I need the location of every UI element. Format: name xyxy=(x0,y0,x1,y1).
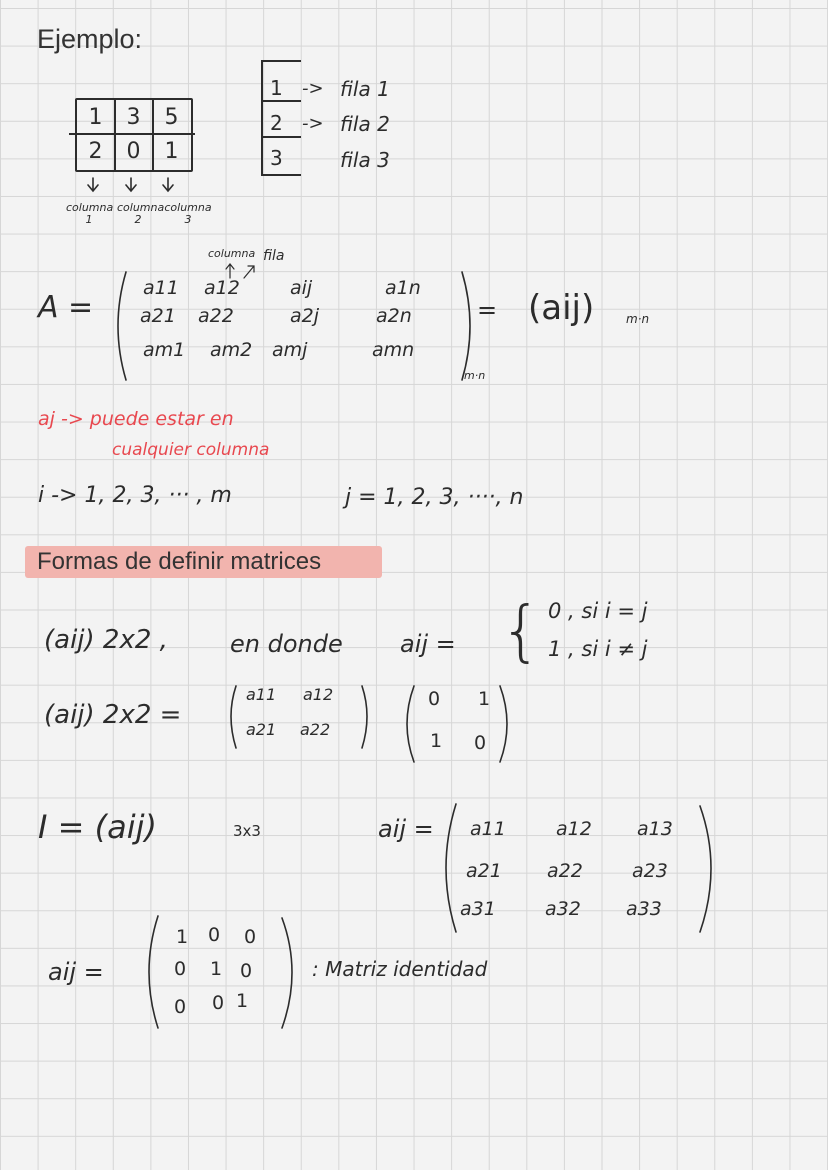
matrix-a-equals: = xyxy=(477,296,498,324)
identity-result-brackets xyxy=(140,912,305,1034)
matrix-a-cell: a21 xyxy=(140,305,176,327)
column-arrows xyxy=(80,176,190,198)
grid-cell: 5 xyxy=(164,104,179,130)
identity-general-cell: a22 xyxy=(547,860,583,882)
example2x2-general-cell: a22 xyxy=(300,720,331,739)
row-number-1: 1 xyxy=(270,76,283,100)
definition-lhs: (aij) 2x2 , xyxy=(44,625,168,655)
identity-result-cell: 0 xyxy=(174,996,187,1018)
identity-result-cell: 0 xyxy=(244,926,257,948)
example2x2-result-cell: 0 xyxy=(428,688,441,710)
identity-general-cell: a11 xyxy=(470,818,506,840)
matrix-a-cell: a2j xyxy=(290,305,320,327)
grid-cell: 0 xyxy=(126,138,141,164)
identity-result-cell: 0 xyxy=(212,992,225,1014)
row-arrow: -> xyxy=(302,78,324,99)
identity-result-cell: 1 xyxy=(236,990,249,1012)
page-title: Ejemplo: xyxy=(37,24,143,54)
row-arrow: -> xyxy=(302,113,324,134)
identity-aij-eq: aij = xyxy=(378,815,434,843)
j-range: j = 1, 2, 3, ····, n xyxy=(345,485,524,510)
annot-fila: fila xyxy=(263,248,285,264)
definition-case-2: 1 , si i ≠ j xyxy=(548,637,648,661)
column-label-1: columna 1 xyxy=(66,201,114,226)
matrix-a-cell: a11 xyxy=(143,277,179,299)
matrix-a-cell: am2 xyxy=(210,339,253,361)
matrix-a-cell: am1 xyxy=(143,339,186,361)
matrix-a-size: m·n xyxy=(464,369,486,382)
annot-columna: columna xyxy=(208,247,256,260)
identity-lhs: I = (aij) xyxy=(38,808,157,846)
column-label-3: columna 3 xyxy=(164,201,212,226)
identity-result-cell: 1 xyxy=(176,926,189,948)
row-label-1: fila 1 xyxy=(340,77,390,101)
identity-general-cell: a32 xyxy=(545,898,581,920)
example2x2-general-cell: a21 xyxy=(246,720,277,739)
column-label-2: columna 2 xyxy=(117,201,165,226)
matrix-a-cell: amn xyxy=(372,339,415,361)
example2x2-general-cell: a11 xyxy=(246,685,277,704)
identity-result-label: : Matriz identidad xyxy=(312,957,488,981)
definition-en-donde: en donde xyxy=(230,630,343,658)
row-label-3: fila 3 xyxy=(340,148,390,172)
grid-cell: 1 xyxy=(164,138,179,164)
identity-result-cell: 0 xyxy=(208,924,221,946)
matrix-a-rhs-size: m·n xyxy=(626,312,650,326)
identity-general-cell: a33 xyxy=(626,898,662,920)
identity-general-cell: a31 xyxy=(460,898,496,920)
example-grid xyxy=(75,98,193,172)
grid-cell: 1 xyxy=(88,104,103,130)
example2x2-result-brackets xyxy=(400,682,515,766)
grid-cell: 2 xyxy=(88,138,103,164)
matrix-a-cell: amj xyxy=(272,339,308,361)
identity-result-cell: 1 xyxy=(210,958,223,980)
definition-brace: { xyxy=(500,592,542,669)
section-heading: Formas de definir matrices xyxy=(37,548,322,575)
identity-size: 3x3 xyxy=(233,822,261,840)
definition-case-1: 0 , si i = j xyxy=(548,599,648,623)
note-line-2: cualquier columna xyxy=(112,440,270,460)
note-line-1: aj -> puede estar en xyxy=(38,408,234,430)
grid-cell: 3 xyxy=(126,104,141,130)
example2x2-result-cell: 1 xyxy=(430,730,443,752)
identity-result-cell: 0 xyxy=(174,958,187,980)
identity-general-cell: a13 xyxy=(637,818,673,840)
matrix-a-cell: aij xyxy=(290,277,313,299)
row-number-2: 2 xyxy=(270,111,283,135)
example2x2-result-cell: 0 xyxy=(474,732,487,754)
example2x2-general-cell: a12 xyxy=(303,685,334,704)
example2x2-result-cell: 1 xyxy=(478,688,491,710)
matrix-a-cell: a2n xyxy=(376,305,412,327)
row-label-2: fila 2 xyxy=(340,112,390,136)
example2x2-lhs: (aij) 2x2 = xyxy=(44,700,182,730)
identity-general-cell: a12 xyxy=(556,818,592,840)
identity-general-cell: a23 xyxy=(632,860,668,882)
matrix-a-cell: a22 xyxy=(198,305,234,327)
identity-result-cell: 0 xyxy=(240,960,253,982)
matrix-a-lhs: A = xyxy=(38,290,94,325)
row-number-3: 3 xyxy=(270,146,283,170)
identity-general-cell: a21 xyxy=(466,860,502,882)
matrix-a-rhs: (aij) xyxy=(528,288,595,328)
i-range: i -> 1, 2, 3, ··· , m xyxy=(38,483,232,508)
definition-aij: aij = xyxy=(400,630,456,658)
identity-result-lhs: aij = xyxy=(48,958,104,986)
matrix-a-cell: a1n xyxy=(385,277,421,299)
matrix-a-cell: a12 xyxy=(204,277,240,299)
